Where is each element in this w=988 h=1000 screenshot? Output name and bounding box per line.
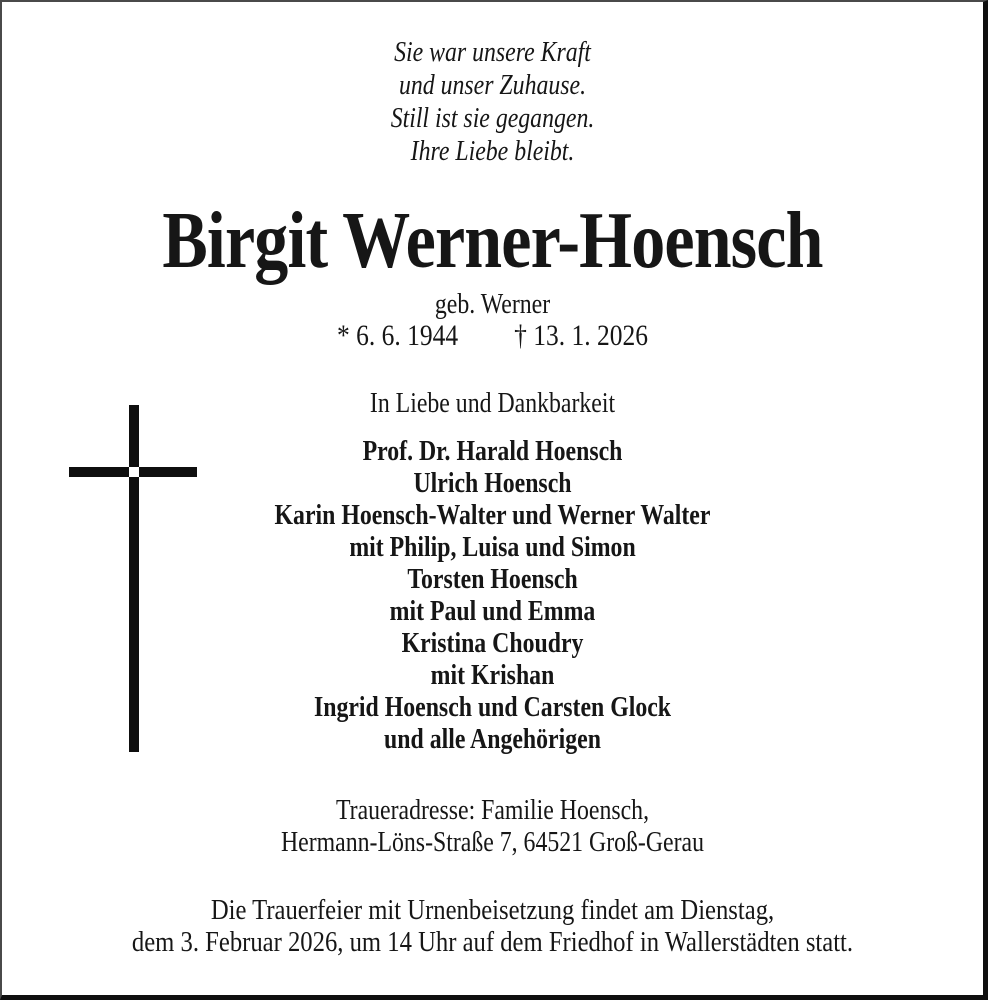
life-dates <box>76 318 910 354</box>
closing-phrase: In Liebe und Dankbarkeit <box>369 388 616 419</box>
maiden-name: geb. Werner <box>434 289 551 320</box>
condolence-address <box>76 795 910 859</box>
mourners-list <box>76 436 910 756</box>
mourner-line: Torsten Hoensch <box>407 564 578 595</box>
epigraph-line: Ihre Liebe bleibt. <box>410 136 575 167</box>
epigraph-line: Still ist sie gegangen. <box>390 103 595 134</box>
funeral-info-line: dem 3. Februar 2026, um 14 Uhr auf dem Friedhof in Wallerstädten statt. <box>131 926 854 958</box>
mourner-line: mit Philip, Luisa und Simon <box>349 532 636 563</box>
mourner-line: mit Paul und Emma <box>389 596 596 627</box>
epigraph-verse <box>76 36 910 168</box>
mourner-line: Ingrid Hoensch und Carsten Glock <box>313 692 672 723</box>
mourner-line: Prof. Dr. Harald Hoensch <box>362 436 623 467</box>
funeral-info-line: Die Trauerfeier mit Urnenbeisetzung findet am Dienstag, <box>210 894 775 926</box>
deceased-name: Birgit Werner-Hoensch <box>162 197 823 285</box>
funeral-info <box>76 894 910 958</box>
condolence-address-line: Hermann-Löns-Straße 7, 64521 Groß-Gerau <box>280 827 704 858</box>
condolence-address-line: Traueradresse: Familie Hoensch, <box>335 795 650 826</box>
mourner-line: mit Krishan <box>430 660 555 691</box>
birth-date: * 6. 6. 1944 <box>336 319 459 352</box>
epigraph-line: Sie war unsere Kraft <box>394 37 591 68</box>
death-date: † 13. 1. 2026 <box>514 319 649 352</box>
mourner-line: Ulrich Hoensch <box>413 468 572 499</box>
epigraph-line: und unser Zuhause. <box>398 70 587 101</box>
mourner-line: und alle Angehörigen <box>384 724 601 755</box>
mourner-line: Karin Hoensch-Walter und Werner Walter <box>274 500 711 531</box>
mourner-line: Kristina Choudry <box>401 628 584 659</box>
